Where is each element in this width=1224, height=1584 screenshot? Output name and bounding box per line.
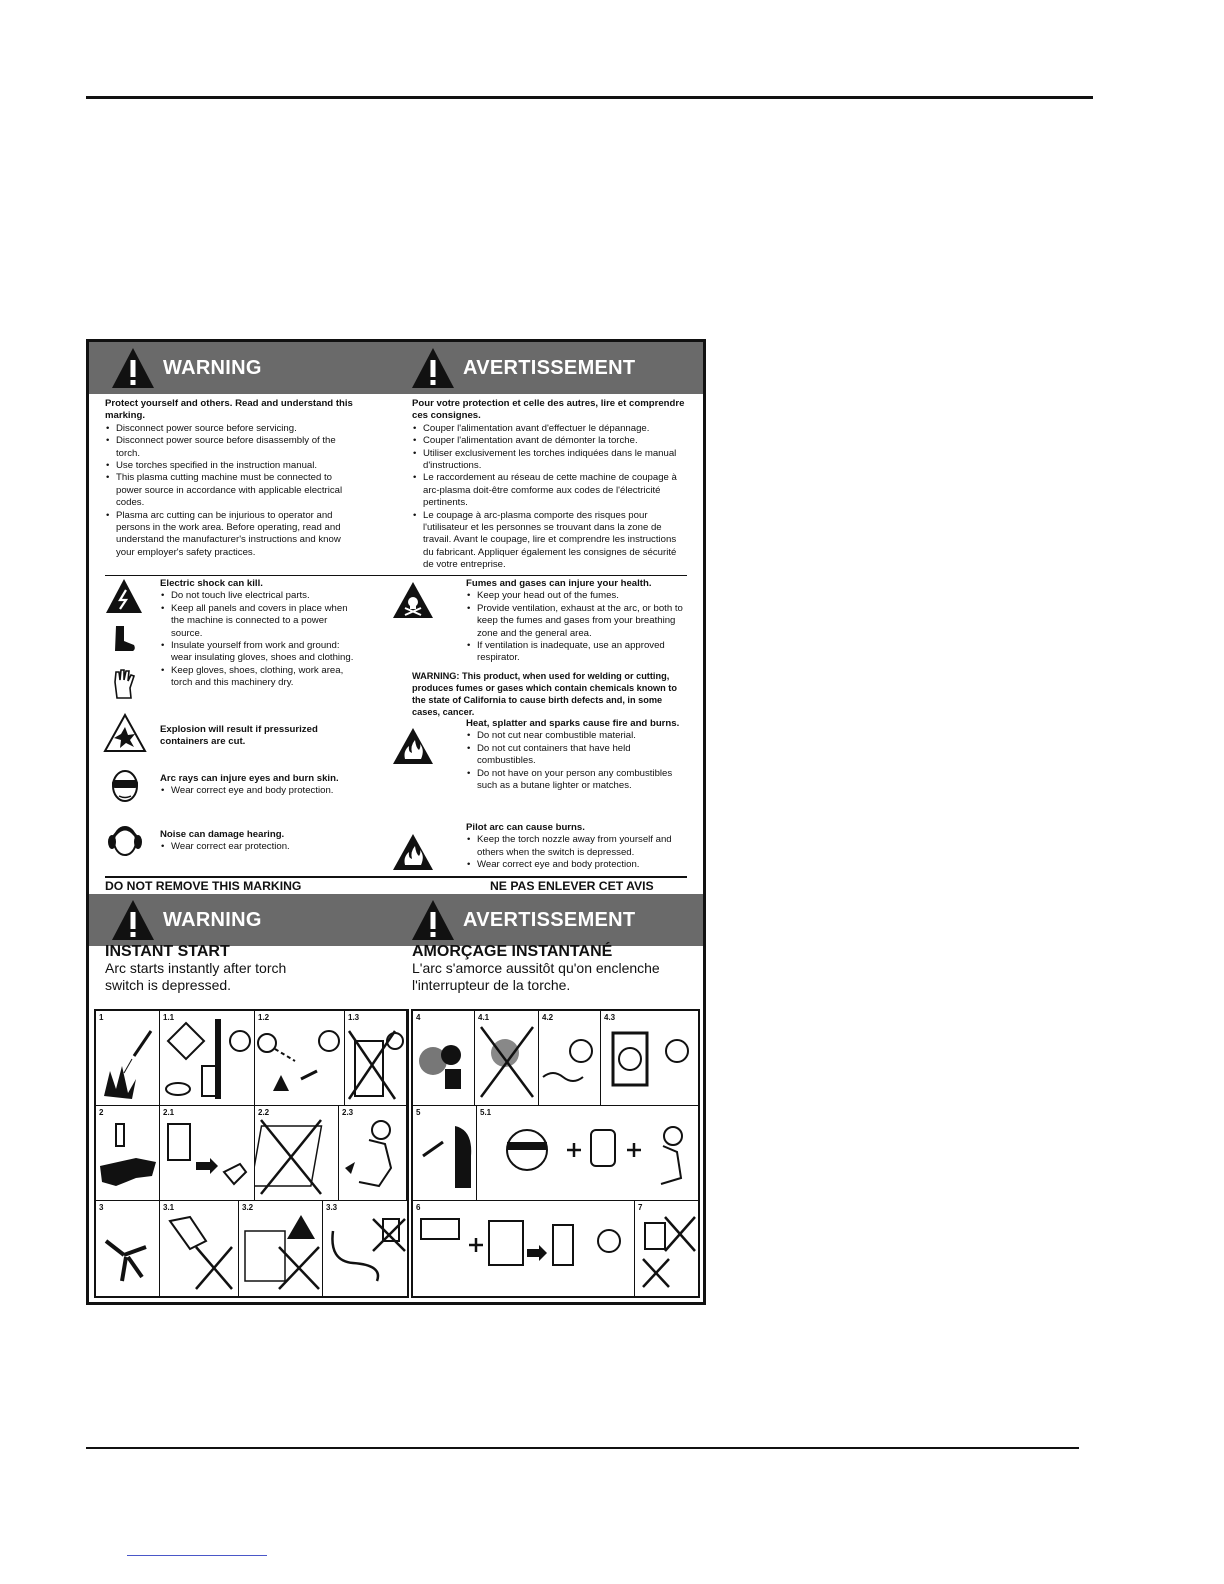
ear-muffs-head-icon <box>107 821 143 859</box>
list-item: • Keep your head out of the fumes. <box>466 590 686 602</box>
list-item: • Wear correct ear protection. <box>160 841 360 853</box>
list-item: • Disconnect power source before disassembly of the torch. <box>105 435 355 460</box>
goggles-head-icon <box>107 767 143 805</box>
list-item: • Insulate yourself from work and ground: wear insulating gloves, shoes and clothing. <box>160 640 360 665</box>
section-divider <box>105 575 687 576</box>
electric-shock-icon <box>105 578 143 614</box>
warning-band-top <box>89 342 703 394</box>
list-item: • Use torches specified in the instruction manual. <box>105 460 355 472</box>
noise-list <box>160 841 360 853</box>
glove-icon <box>111 668 137 700</box>
pictogram-cell: 3.2 <box>239 1201 323 1296</box>
pictogram-cell: 1.1 <box>160 1011 255 1106</box>
intro-fr: Pour votre protection et celle des autres, lire et comprendre ces consignes. • Couper l'alimentation avant d'effectuer le dépannage. • Couper l'alimentation avant de démonter la torche. • Utiliser exclusivement les torches indiquées dans le manual d'instructions. • Le raccordement au réseau de cette machine de coupage à arc-plasma doit-être comforme aux codes de l'électricité pertinents. • Le coupage à arc-plasma comporte des risques pour l'utilisateur et les personnes se trouvant dans la zone de travail. Avant le coupage, lire et comprendre les instructions du fabricant. Appliquer également les consignes de sécurité de votre entreprise. <box>412 398 687 572</box>
list-item: • Do not touch live electrical parts. <box>160 590 360 602</box>
list-item: • Wear correct eye and body protection. <box>160 785 360 797</box>
intro-fr-list <box>412 423 687 572</box>
warning-title-en: WARNING <box>111 342 262 394</box>
pictogram-cell: 5 <box>413 1106 477 1201</box>
instant-start-heading-en: INSTANT START <box>105 943 230 960</box>
pictogram-cell: 4.1 <box>475 1011 539 1106</box>
pictogram-grid-right <box>411 1009 700 1298</box>
warning-triangle-icon <box>411 346 455 390</box>
pictogram-cell: 3.3 <box>323 1201 407 1296</box>
explosion-icon <box>103 713 147 753</box>
pictogram-cell: 2.3 <box>339 1106 407 1201</box>
warning-title-fr: AVERTISSEMENT <box>411 894 635 946</box>
instant-start-text-en: Arc starts instantly after torch switch is depressed. <box>105 960 287 993</box>
fumes-block: Fumes and gases can injure your health. • Keep your head out of the fumes. • Provide ventilation, exhaust at the arc, or both to keep the fumes and gases from your breathing zone and the general area. • If ventilation is inadequate, use an approved respirator. <box>466 578 686 665</box>
list-item: • Le raccordement au réseau de cette machine de coupage à arc-plasma doit-être comforme aux codes de l'électricité pertinents. <box>412 472 687 509</box>
list-item: • Le coupage à arc-plasma comporte des risques pour l'utilisateur et les personnes se trouvant dans la zone de travail. Avant le coupage, lire et comprendre les instructions du fabricant. Appliquer également les consignes de sécurité de votre entreprise. <box>412 510 687 572</box>
warning-title-en: WARNING <box>111 894 262 946</box>
heat-block: Heat, splatter and sparks cause fire and burns. • Do not cut near combustible material. • Do not cut containers that have held combustibles. • Do not have on your person any combustibles such as a butane lighter or matches. <box>466 718 686 792</box>
list-item: • Disconnect power source before servicing. <box>105 423 355 435</box>
do-not-remove-en: DO NOT REMOVE THIS MARKING <box>105 879 302 893</box>
safety-label <box>86 339 706 1305</box>
footer-rule <box>86 1447 1079 1449</box>
arc-rays-block: Arc rays can injure eyes and burn skin. • Wear correct eye and body protection. <box>160 773 360 798</box>
pictogram-cell: 1 <box>96 1011 160 1106</box>
list-item: • Do not have on your person any combustibles such as a butane lighter or matches. <box>466 768 686 793</box>
pictogram-cell: 3 <box>96 1201 160 1296</box>
pictogram-cell: 2 <box>96 1106 160 1201</box>
instant-start-text-fr: L'arc s'amorce aussitôt qu'on enclenche l'interrupteur de la torche. <box>412 960 660 993</box>
pictogram-grid-left <box>94 1009 409 1298</box>
pictogram-cell: 4 <box>413 1011 475 1106</box>
boot-icon <box>111 625 137 653</box>
pictogram-cell: 5.1 <box>477 1106 698 1201</box>
fumes-list <box>466 590 686 664</box>
warning-triangle-icon <box>111 346 155 390</box>
pictogram-cell: 7 <box>635 1201 698 1296</box>
warning-triangle-icon <box>411 898 455 942</box>
list-item: • Keep the torch nozzle away from yourself and others when the switch is depressed. <box>466 834 686 859</box>
fire-icon <box>391 832 435 872</box>
header-rule <box>86 96 1093 99</box>
shock-list <box>160 590 360 689</box>
list-item: • If ventilation is inadequate, use an approved respirator. <box>466 640 686 665</box>
list-item: • Do not cut containers that have held combustibles. <box>466 743 686 768</box>
fire-icon <box>391 726 435 766</box>
section-divider <box>105 876 687 878</box>
warning-title-fr: AVERTISSEMENT <box>411 342 635 394</box>
list-item: • Utiliser exclusivement les torches indiquées dans le manual d'instructions. <box>412 448 687 473</box>
list-item: • This plasma cutting machine must be connected to power source in accordance with applicable electrical codes. <box>105 472 355 509</box>
pictogram-cell: 4.3 <box>601 1011 698 1106</box>
shock-block: Electric shock can kill. • Do not touch live electrical parts. • Keep all panels and covers in place when the machine is connected to a power source. • Insulate yourself from work and ground: wear insulating gloves, shoes and clothing. • Keep gloves, shoes, clothing, work area, torch and this machinery dry. <box>160 578 360 690</box>
pictogram-cell: 6 <box>413 1201 635 1296</box>
pictogram-cell: 3.1 <box>160 1201 239 1296</box>
list-item: • Provide ventilation, exhaust at the arc, or both to keep the fumes and gases from your breathing zone and the general area. <box>466 603 686 640</box>
footer-link-underline <box>127 1555 267 1556</box>
list-item: • Do not cut near combustible material. <box>466 730 686 742</box>
california-warning: WARNING: This product, when used for welding or cutting, produces fumes or gases which contain chemicals known to the state of California to cause birth defects and, in some cases, cancer. <box>412 671 677 717</box>
intro-en-list <box>105 423 355 559</box>
arc-rays-list <box>160 785 360 797</box>
intro-en: Protect yourself and others. Read and understand this marking. • Disconnect power source before servicing. • Disconnect power source before disassembly of the torch. • Use torches specified in the instruction manual. • This plasma cutting machine must be connected to power source in accordance with applicable electrical codes. • Plasma arc cutting can be injurious to operator and persons in the work area. Before operating, read and understand the manufacturer's instructions and know your employer's safety practices. <box>105 398 355 559</box>
warning-triangle-icon <box>111 898 155 942</box>
list-item: • Plasma arc cutting can be injurious to operator and persons in the work area. Before operating, read and understand the manufacturer's instructions and know your employer's safety practices. <box>105 510 355 560</box>
skull-crossbones-icon <box>391 580 435 620</box>
list-item: • Wear correct eye and body protection. <box>466 859 686 871</box>
pilot-block: Pilot arc can cause burns. • Keep the torch nozzle away from yourself and others when the switch is depressed. • Wear correct eye and body protection. <box>466 822 686 872</box>
list-item: • Couper l'alimentation avant d'effectuer le dépannage. <box>412 423 687 435</box>
list-item: • Couper l'alimentation avant de démonter la torche. <box>412 435 687 447</box>
pictogram-cell: 4.2 <box>539 1011 601 1106</box>
pictogram-cell: 1.2 <box>255 1011 345 1106</box>
pictogram-cell: 1.3 <box>345 1011 407 1106</box>
pilot-list <box>466 834 686 871</box>
explosion-block: Explosion will result if pressurized containers are cut. <box>160 724 318 748</box>
noise-block: Noise can damage hearing. • Wear correct ear protection. <box>160 829 360 854</box>
pictogram-cell: 2.2 <box>255 1106 339 1201</box>
instant-start-heading-fr: AMORÇAGE INSTANTANÉ <box>412 943 613 960</box>
list-item: • Keep all panels and covers in place when the machine is connected to a power source. <box>160 603 360 640</box>
list-item: • Keep gloves, shoes, clothing, work area, torch and this machinery dry. <box>160 665 360 690</box>
do-not-remove-fr: NE PAS ENLEVER CET AVIS <box>490 879 654 893</box>
warning-band-bottom <box>89 894 703 946</box>
pictogram-cell: 2.1 <box>160 1106 255 1201</box>
heat-list <box>466 730 686 792</box>
